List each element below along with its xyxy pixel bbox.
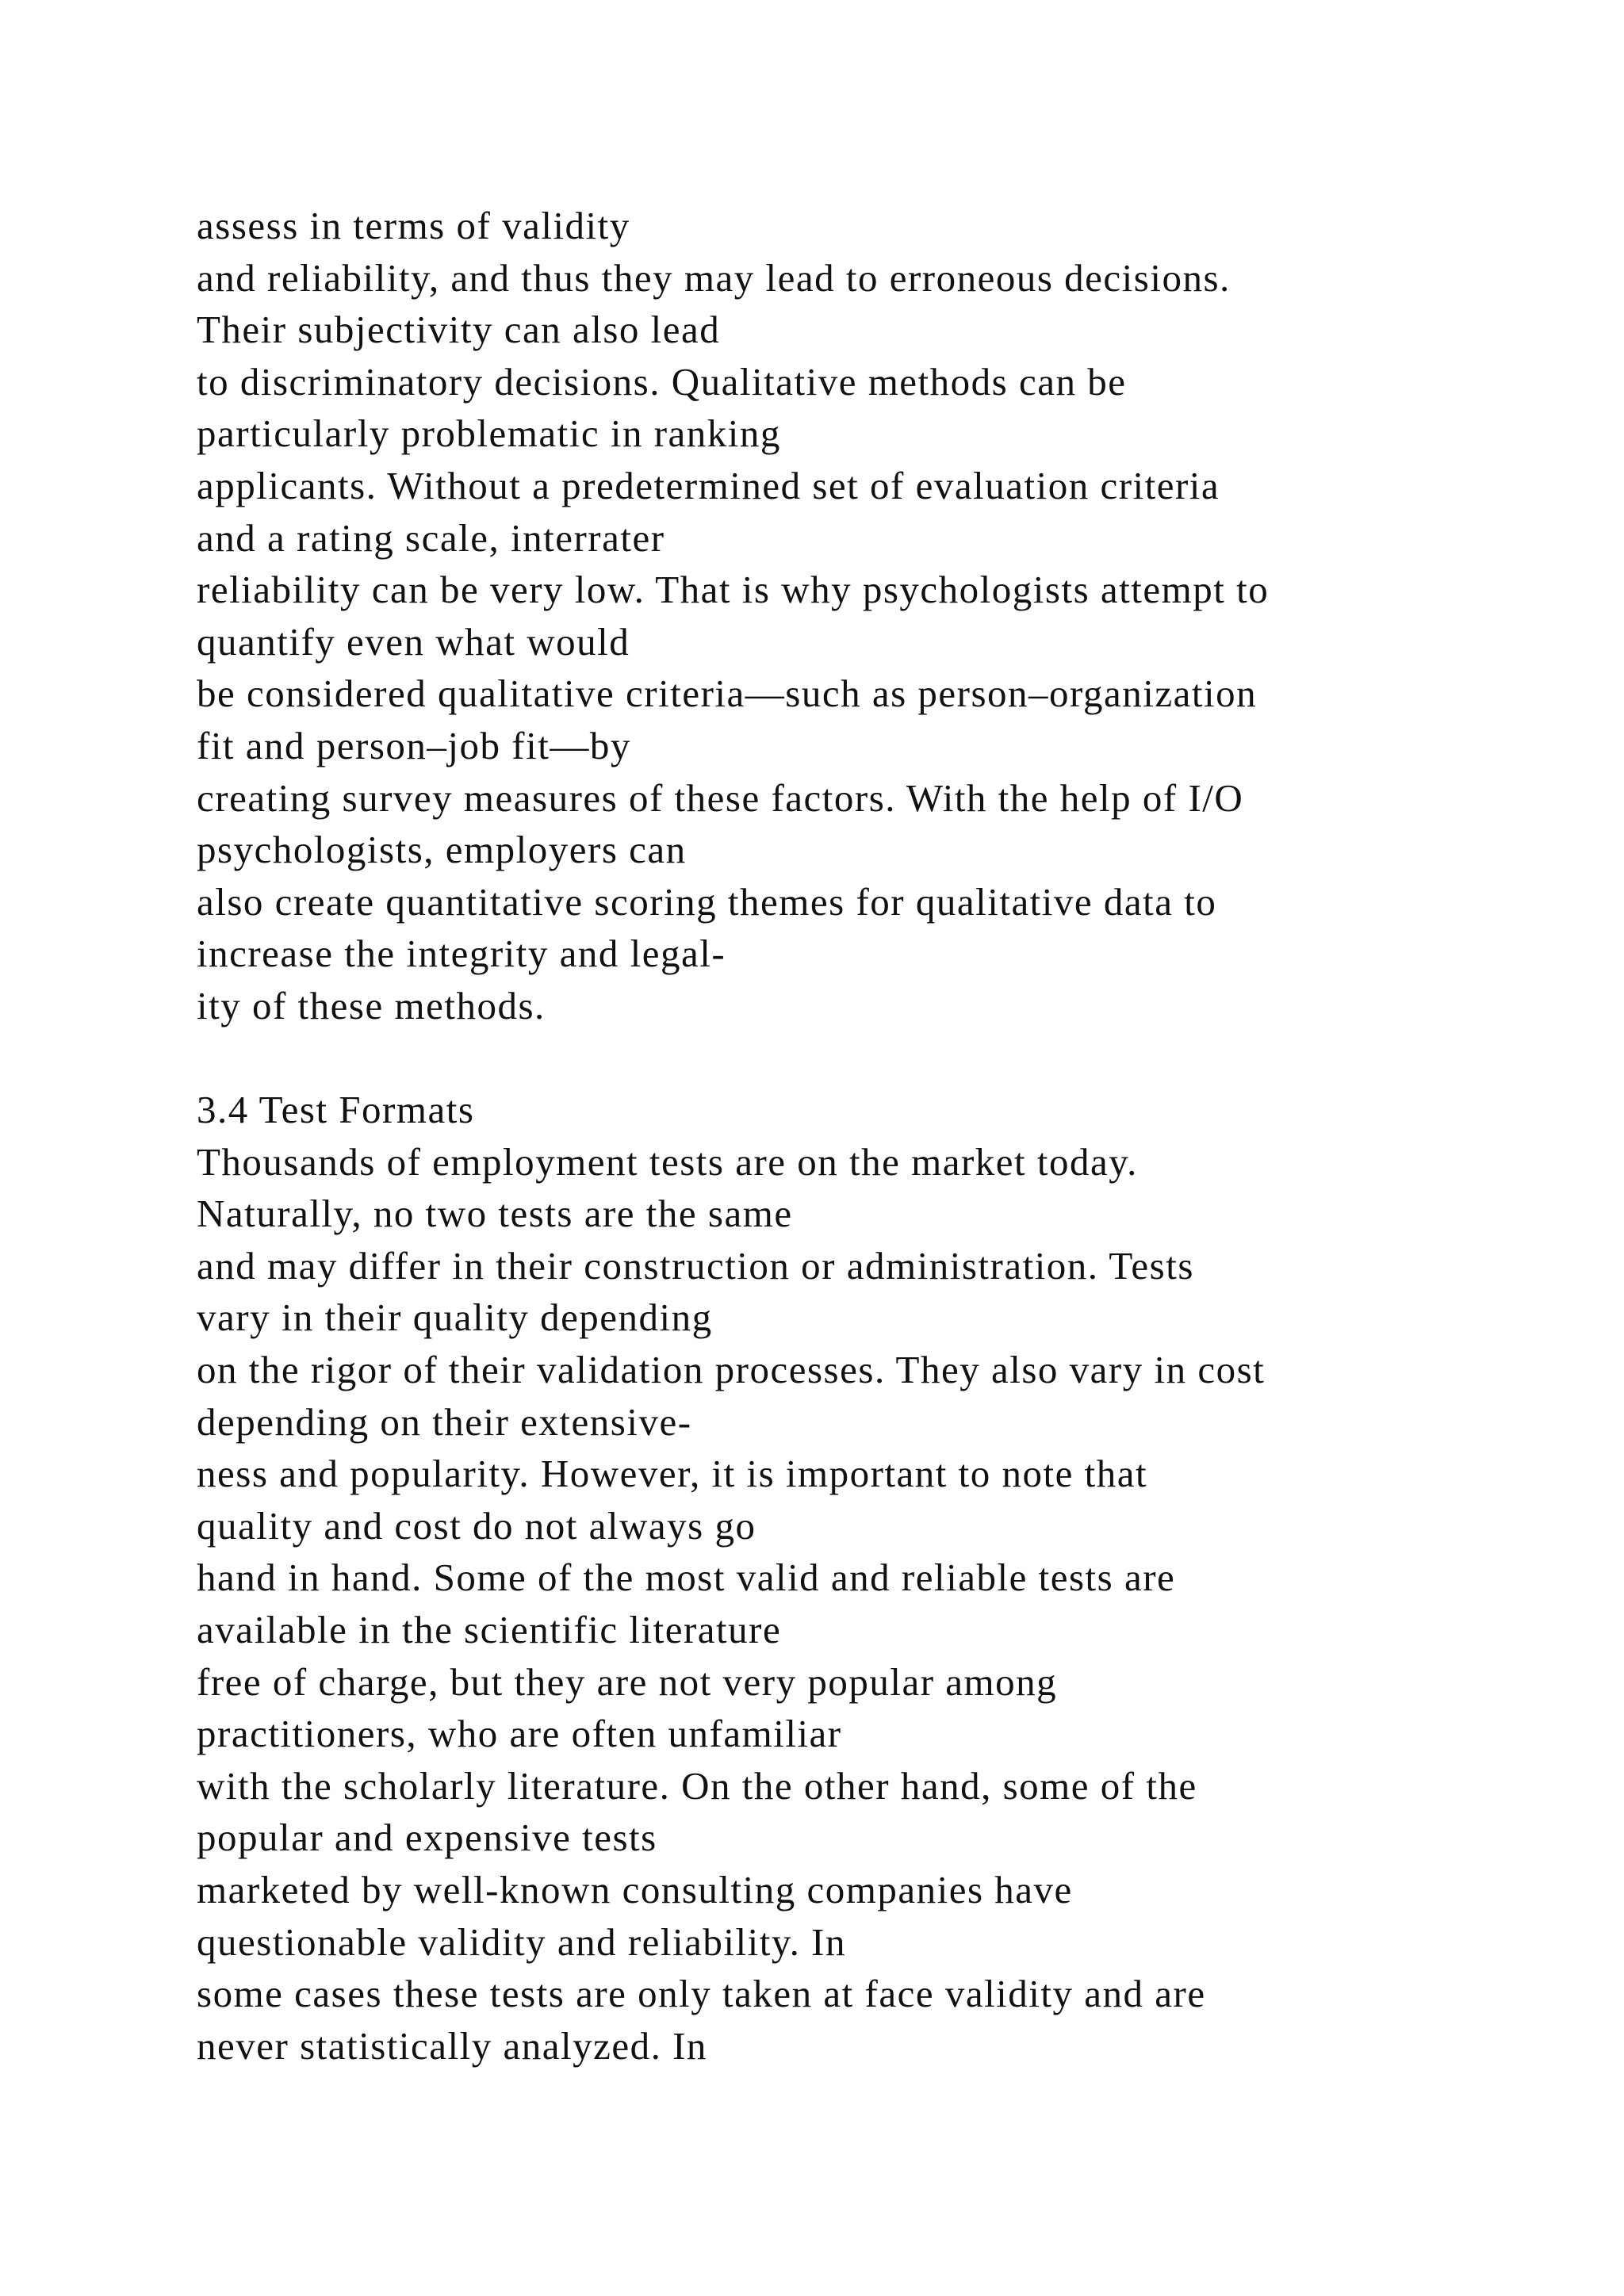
text-line: also create quantitative scoring themes for qualitative data to bbox=[197, 879, 1217, 924]
text-line: some cases these tests are only taken at face validity and are bbox=[197, 1972, 1206, 2016]
text-line: ity of these methods. bbox=[197, 983, 546, 1027]
text-line: hand in hand. Some of the most valid and reliable tests are bbox=[197, 1556, 1176, 1600]
text-line: psychologists, employers can bbox=[197, 828, 687, 872]
text-line: and reliability, and thus they may lead to erroneous decisions. bbox=[197, 255, 1231, 300]
text-line: available in the scientific literature bbox=[197, 1608, 782, 1652]
text-line: Naturally, no two tests are the same bbox=[197, 1192, 793, 1236]
text-line: popular and expensive tests bbox=[197, 1816, 657, 1860]
text-line: applicants. Without a predetermined set of evaluation criteria bbox=[197, 463, 1220, 507]
text-line: quantify even what would bbox=[197, 619, 630, 664]
section-heading: 3.4 Test Formats bbox=[197, 1088, 475, 1132]
text-line: vary in their quality depending bbox=[197, 1295, 713, 1340]
body-text bbox=[197, 200, 1592, 2072]
text-line: be considered qualitative criteria—such as person–organization bbox=[197, 672, 1258, 716]
text-line: to discriminatory decisions. Qualitative methods can be bbox=[197, 359, 1127, 404]
text-line: never statistically analyzed. In bbox=[197, 2023, 707, 2068]
text-line: ness and popularity. However, it is important to note that bbox=[197, 1452, 1148, 1496]
text-line: practitioners, who are often unfamiliar bbox=[197, 1712, 842, 1756]
text-line: free of charge, but they are not very popular among bbox=[197, 1659, 1058, 1704]
text-line: and a rating scale, interrater bbox=[197, 515, 665, 560]
text-line: marketed by well-known consulting companies have bbox=[197, 1868, 1073, 1911]
text-line: increase the integrity and legal- bbox=[197, 932, 726, 976]
text-line: fit and person–job fit—by bbox=[197, 723, 631, 767]
text-line: creating survey measures of these factors. With the help of I/O bbox=[197, 775, 1244, 820]
text-line: and may differ in their construction or administration. Tests bbox=[197, 1243, 1194, 1288]
text-line: Thousands of employment tests are on the market today. bbox=[197, 1139, 1138, 1184]
text-line: on the rigor of their validation processes. They also vary in cost bbox=[197, 1348, 1266, 1392]
text-line: Their subjectivity can also lead bbox=[197, 308, 721, 352]
text-line: particularly problematic in ranking bbox=[197, 411, 781, 456]
text-line: reliability can be very low. That is why psychologists attempt to bbox=[197, 568, 1270, 612]
text-line: assess in terms of validity bbox=[197, 204, 630, 247]
text-line: with the scholarly literature. On the other hand, some of the bbox=[197, 1763, 1197, 1808]
paragraph-break bbox=[197, 1032, 1592, 1085]
text-line: depending on their extensive- bbox=[197, 1399, 692, 1444]
text-line: quality and cost do not always go bbox=[197, 1503, 756, 1548]
text-line: questionable validity and reliability. In bbox=[197, 1919, 846, 1964]
